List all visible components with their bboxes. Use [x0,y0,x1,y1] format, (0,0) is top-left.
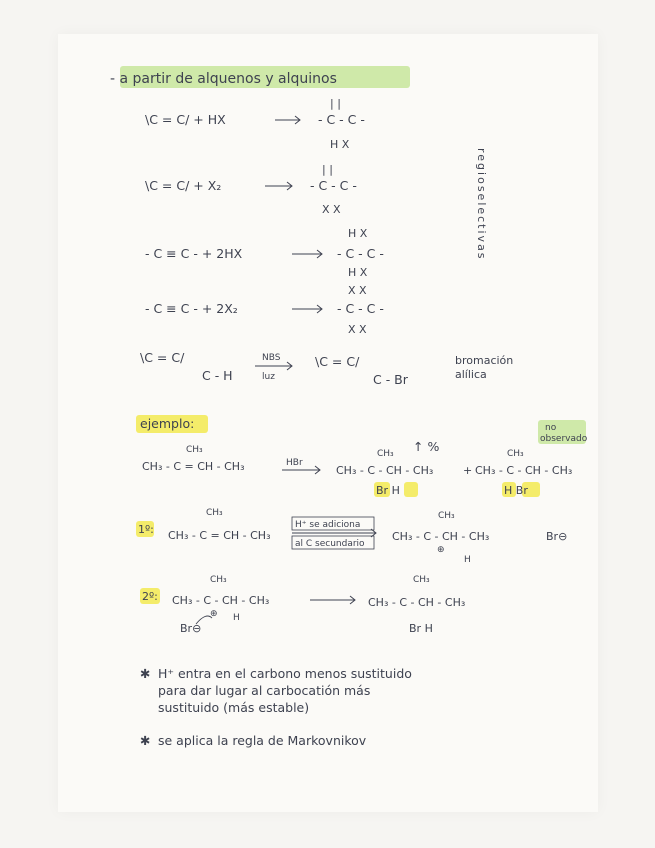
product2-top: CH₃ [507,449,524,459]
step2-reactant: CH₃ - C - CH - CH₃ [172,594,270,607]
step2-reactant-charge: ⊕ [210,609,218,619]
step2-product-bottom: Br H [409,622,433,635]
not-observed-1: no [545,423,557,433]
percent-mark: ↑ % [413,439,440,454]
reaction-4 [145,284,384,336]
reaction-4-reactant: - C ≡ C - + 2X₂ [145,301,238,316]
side-label-regioselective: regioselectivas [475,148,488,261]
step1-condition-2: al C secundario [295,539,365,549]
reaction-4-sub-top: X X [348,284,367,297]
reaction-3-product: - C - C - [337,246,384,261]
reaction-1-reactant: \C = C/ + HX [145,112,226,127]
reaction-2 [145,163,357,216]
step1-condition-1: H⁺ se adiciona [295,520,361,530]
product2-bottom: H Br [504,484,528,497]
product2: CH₃ - C - CH - CH₃ [475,464,573,477]
step2-reaction [172,575,465,635]
allylic-note-1: bromación [455,354,514,367]
step2-label: 2º: [142,590,158,603]
reaction-3-sub-bottom: H X [348,266,368,279]
bullet-1 [140,666,412,715]
reaction-2-sub-bottom: X X [322,203,341,216]
bullet-2 [140,733,367,748]
reaction-2-sub-top: | | [322,163,333,176]
reagent-nbs: NBS [262,353,281,363]
step2-product: CH₃ - C - CH - CH₃ [368,596,466,609]
product1: CH₃ - C - CH - CH₃ [336,464,434,477]
allylic-reactant-sub: C - H [202,368,233,383]
step2-product-top: CH₃ [413,575,430,585]
step1-label: 1º: [138,523,154,536]
reaction-1 [145,97,365,151]
step2-reactant-top: CH₃ [210,575,227,585]
step2-nucleophile: Br⊖ [180,622,202,635]
reaction-2-product: - C - C - [310,178,357,193]
reaction-1-sub-top: | | [330,97,341,110]
bullet-1-line-2: para dar lugar al carbocatión más [158,683,371,698]
reaction-3 [145,227,384,279]
step1-product: CH₃ - C - CH - CH₃ [392,530,490,543]
bullet-1-line-1: H⁺ entra en el carbono menos sustituido [158,666,412,681]
reaction-1-product: - C - C - [318,112,365,127]
example-label: ejemplo: [140,416,195,431]
example-reactant-top: CH₃ [186,445,203,455]
example-reactant: CH₃ - C = CH - CH₃ [142,460,245,473]
not-observed-2: observado [540,434,588,444]
bullet-1-line-3: sustituido (más estable) [158,700,310,715]
heading: - a partir de alquenos y alquinos [110,71,337,87]
reaction-3-sub-top: H X [348,227,368,240]
allylic-reactant: \C = C/ [140,350,185,365]
bullet-2-symbol: ✱ [140,733,151,748]
step1-product-top: CH₃ [438,511,455,521]
plus-sign: + [463,464,473,477]
step1-anion: Br⊖ [546,530,568,543]
allylic-product-sub: C - Br [373,372,408,387]
allylic-bromination [140,350,513,387]
example-reaction [142,420,588,497]
reaction-4-product: - C - C - [337,301,384,316]
reaction-4-sub-bottom: X X [348,323,367,336]
product1-bottom: Br H [376,484,400,497]
allylic-product: \C = C/ [315,354,360,369]
reaction-3-reactant: - C ≡ C - + 2HX [145,246,243,261]
product1-top: CH₃ [377,449,394,459]
step1-reaction [168,508,567,565]
example-reagent: HBr [286,458,303,468]
step2-reactant-bottom: H [233,613,240,623]
step1-reactant: CH₃ - C = CH - CH₃ [168,529,271,542]
step1-reactant-top: CH₃ [206,508,223,518]
step1-product-charge: ⊕ [437,545,445,555]
step1-product-bottom: H [464,555,471,565]
reaction-1-sub-bottom: H X [330,138,350,151]
reagent-light: luz [262,372,275,382]
bullet-1-symbol: ✱ [140,666,151,681]
reaction-2-reactant: \C = C/ + X₂ [145,178,222,193]
allylic-note-2: alílica [455,368,487,381]
highlight-h [404,482,418,497]
bullet-2-line-1: se aplica la regla de Markovnikov [158,733,367,748]
